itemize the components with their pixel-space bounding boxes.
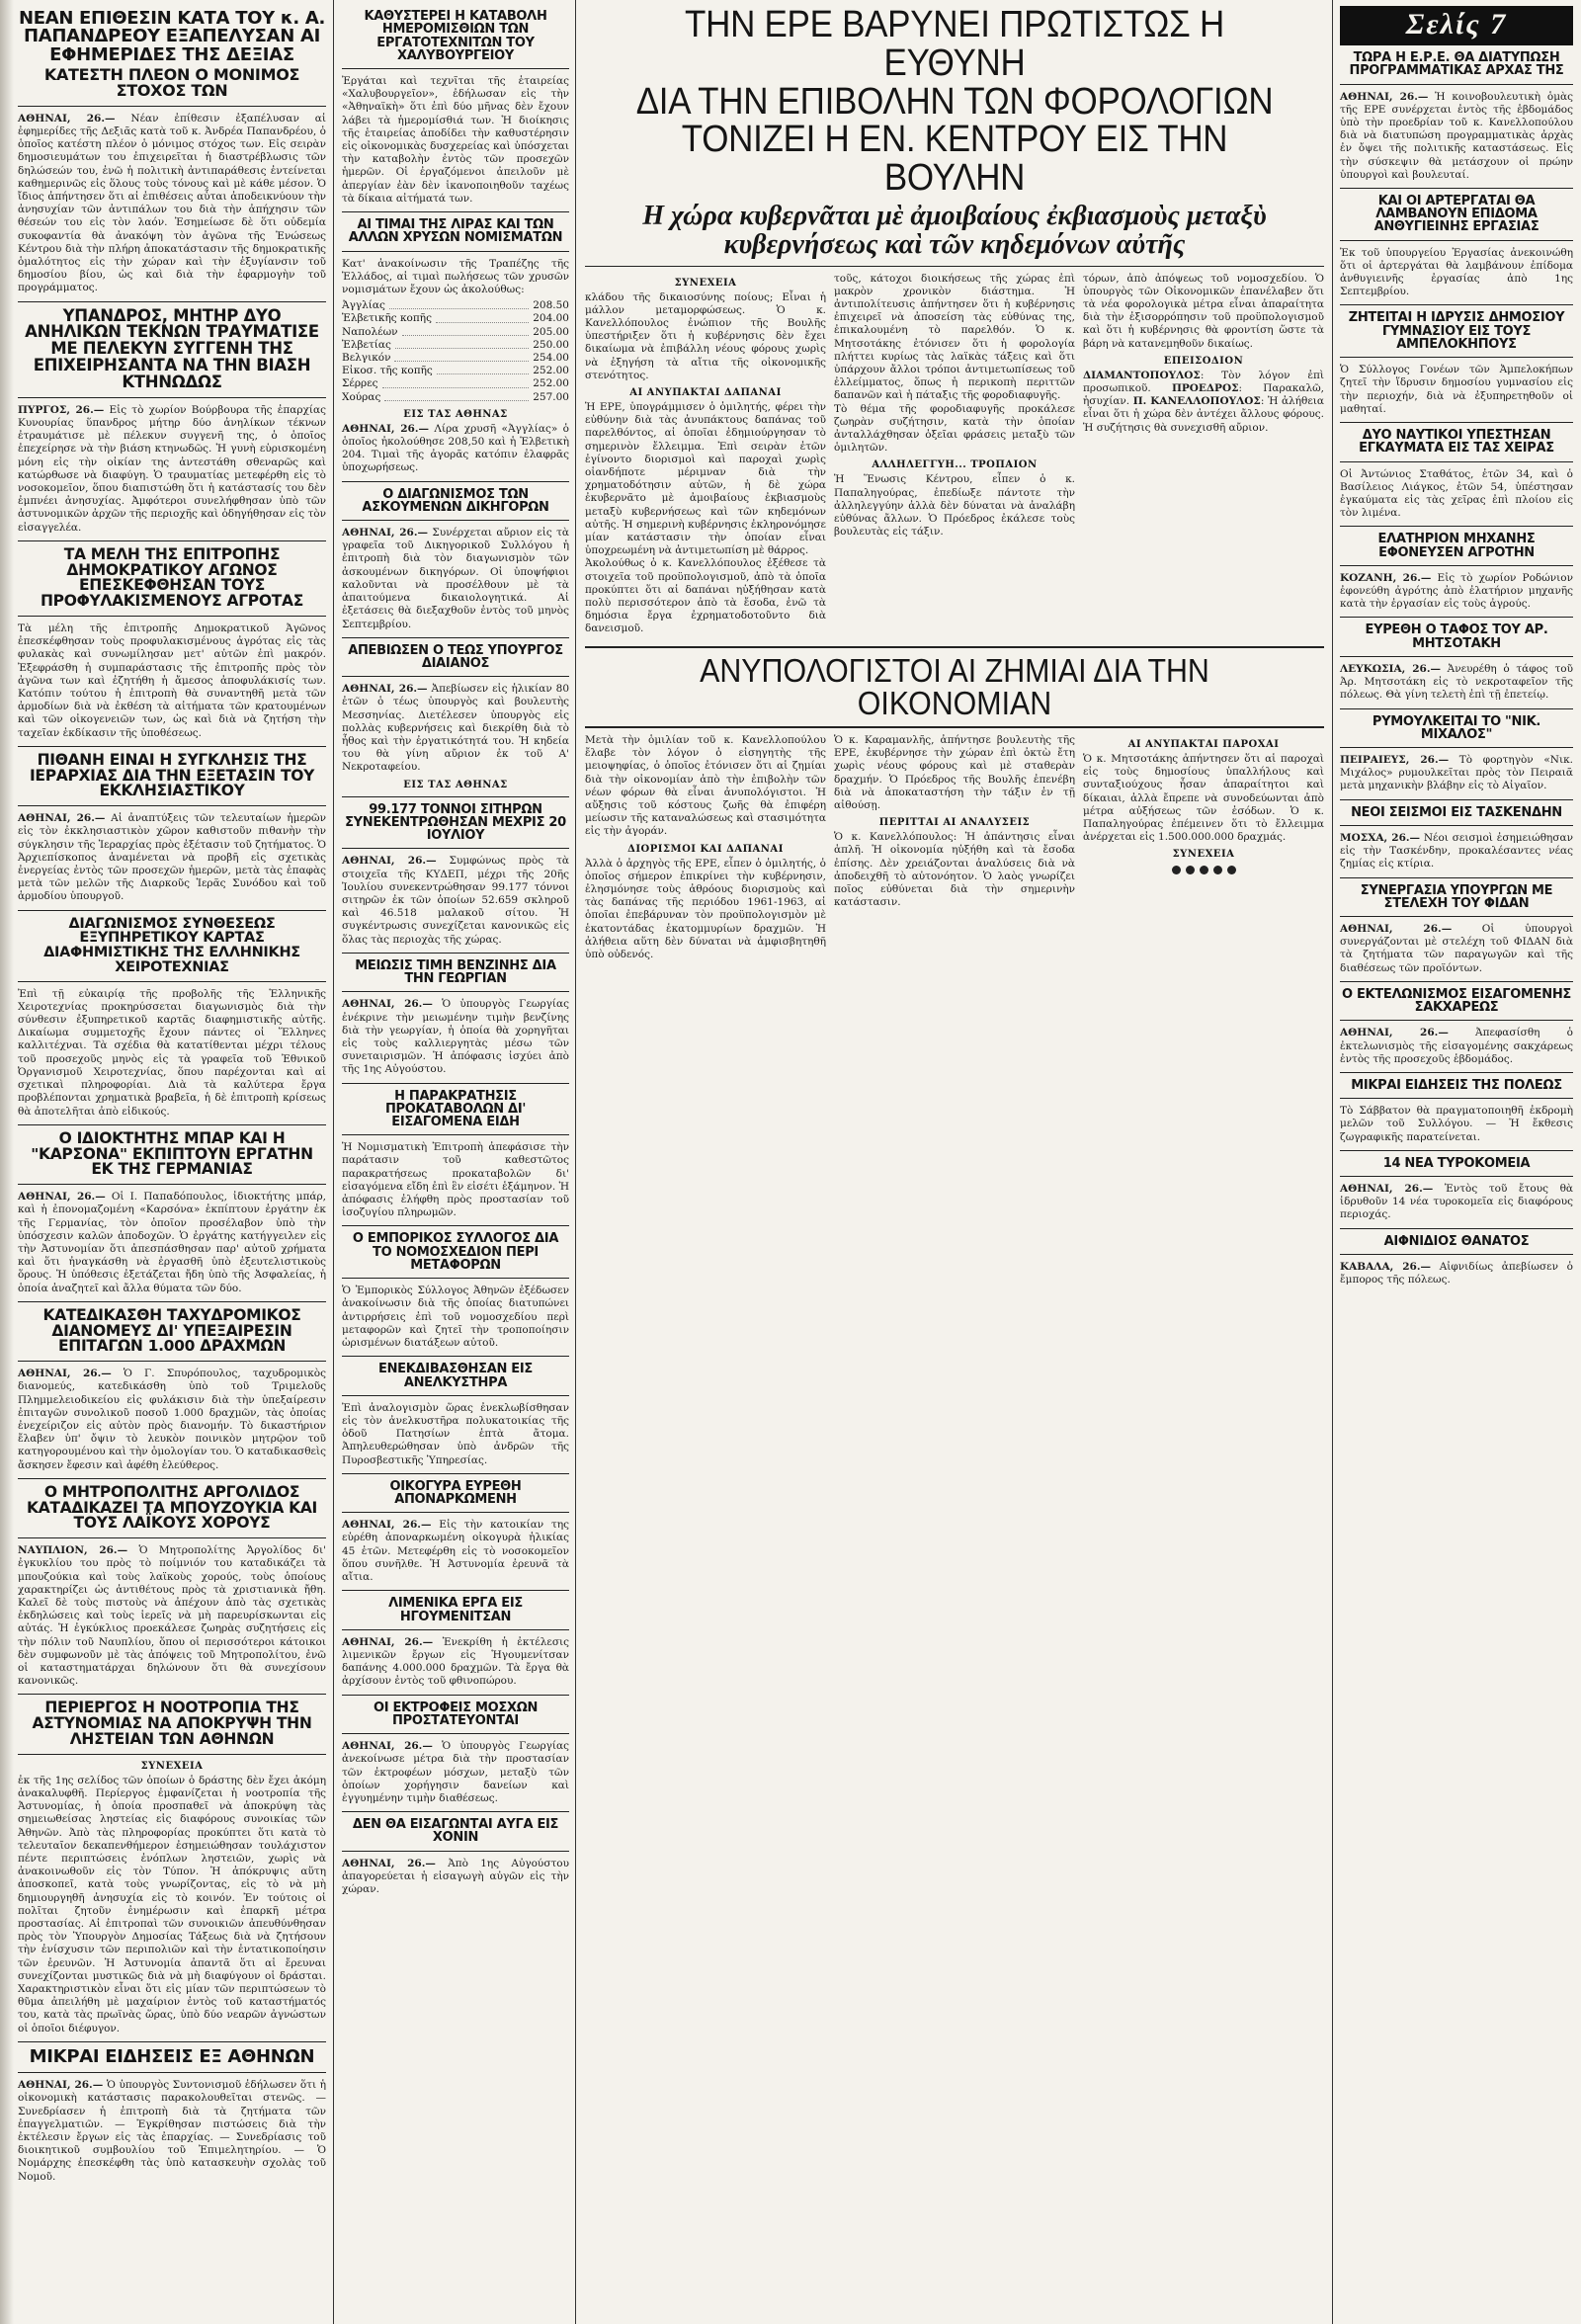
- article-body: Ὁ κ. Κανελλόπουλος: Ἡ ἀπάντησις εἶναι ἁπλῆ. Ἡ οἰκονομία ηὐξήθη καὶ τὰ ἔσοδα ἐπίσης. Δὲν χρειάζονται ἀναλύσεις διὰ νὰ ἀποδειχθῆ τὸ αὐτονόητον. Ὁ λαὸς γνωρίζει ποῖος εὐθύνεται διὰ τὴν σημερινὴν κατάστασιν.: [834, 831, 1075, 909]
- lead-headline-line-2: ΔΙΑ ΤΗΝ ΕΠΙΒΟΛΗΝ ΤΩΝ ΦΟΡΟΛΟΓΙΩΝ: [635, 80, 1274, 123]
- column-6: [1336, 0, 1577, 2324]
- subhead: ΑΙ ΑΝΥΠΑΚΤΑΙ ΠΑΡΟΧΑΙ: [1127, 738, 1280, 750]
- headline-karsona: Ο ΙΔΙΟΚΤΗΤΗΣ ΜΠΑΡ ΚΑΙ Η "ΚΑΡΣΟΝΑ" ΕΚΠΙΠΤΟΥΝ ΕΡΓΑΤΗΝ ΕΚ ΤΗΣ ΓΕΡΜΑΝΙΑΣ: [31, 1128, 313, 1179]
- headline-artergatai: ΚΑΙ ΟΙ ΑΡΤΕΡΓΑΤΑΙ ΘΑ ΛΑΜΒΑΝΟΥΝ ΕΠΙΔΟΜΑ ΑΝΘΥΓΙΕΙΝΗΣ ΕΡΓΑΣΙΑΣ: [1373, 193, 1539, 235]
- page-fold-shadow: [0, 0, 14, 2324]
- ornament-divider: [1083, 866, 1324, 874]
- gold-price-row: Εἰκοσ. τῆς κοπῆς 252.00: [342, 365, 569, 377]
- article-body: ἐκ τῆς 1ης σελίδος τῶν ὁποίων ὁ δράστης δὲν ἔχει ἀκόμη ἀνακαλυφθῆ. Περίεργος ἐμφανίζεται ἡ νοοτροπία τῆς Ἀστυνομίας, ἡ ὁποία προσπαθεῖ νὰ ἀποκρύψη τὰς σημειωθείσας ληστείας εἰς διαφόρους συνοικίας τῶν Ἀθηνῶν. Ἀπὸ τὰς πληροφορίας προκύπτει ὅτι κατὰ τὸ τελευταῖον δεκαπενθήμερον ἐσημειώθησαν τουλάχιστον πέντε περιπτώσεις ἐνόπλων ληστειῶν, χωρὶς νὰ ἀνακοινωθοῦν εἰς τὸν Τύπον. Ἡ ἀπόκρυψις αὕτη ἀποσκοπεῖ, κατὰ τοὺς γνωρίζοντας, εἰς τὸ νὰ μὴ δημιουργηθῆ ἀνησυχία εἰς τὸ κοινόν. Ἐν τούτοις οἱ πολῖται ζητοῦν ἐνημέρωσιν καὶ ἐπαρκῆ μέτρα προστασίας. Αἱ ἐπιτροπαὶ τῶν συνοικιῶν ἀπευθύνθησαν πρὸς τὸν Ὑπουργὸν Δημοσίας Τάξεως διὰ νὰ ζητήσουν τὴν ἐνίσχυσιν τῶν περιπολιῶν καὶ τὴν ἐντατικοποίησιν τῶν ἐρευνῶν. Ἡ Ἀστυνομία ἀπαντᾶ ὅτι αἱ ἔρευναι συνεχίζονται μυστικῶς διὰ νὰ μὴ διαφύγουν οἱ δράσται. Χαρακτηριστικὸν εἶναι ὅτι εἰς μίαν τῶν περιπτώσεων τὸ θῦμα ἀπειλήθη μὲ μαχαίριον ἐντὸς τοῦ καταστήματός του, κατὰ τὰς πρωϊνὰς ὥρας, ὑπὸ δύο νεαρῶν ἀγνώστων οἱ ὁποῖοι διέφυγον.: [18, 1774, 326, 2034]
- column-rule: [1332, 0, 1333, 2324]
- article-body: ΑΘΗΝΑΙ, 26.— Ὁ Γ. Σπυρόπουλος, ταχυδρομικὸς διανομεύς, κατεδικάσθη ὑπὸ τοῦ Τριμελοῦς Πλημμελειοδικείου εἰς φυλάκισιν διὰ τὴν ὑπεξαίρεσιν ἐπιταγῶν συνολικοῦ ποσοῦ 1.000 δραχμῶν, τὰς ὁποίας ἐνεχείριζον εἰς αὐτὸν πρὸς διανομήν. Τὸ δικαστήριον ἔλαβεν ὑπ' ὄψιν τὸ λευκὸν ποινικὸν μητρῷον τοῦ κατηγορουμένου καὶ τὴν ὁμολογίαν του. Ὁ καταδικασθεὶς ἄσκησεν ἔφεσιν καὶ ἀφέθη ἐλεύθερος.: [18, 1368, 327, 1471]
- section-label: ΕΙΣ ΤΑΣ ΑΘΗΝΑΣ: [403, 779, 508, 790]
- lead-story: [579, 0, 1330, 2324]
- gold-price-row: Χούρας 257.00: [342, 390, 569, 403]
- article-body: Ὁ Σύλλογος Γονέων τῶν Ἀμπελοκήπων ζητεῖ τὴν ἵδρυσιν δημοσίου γυμνασίου εἰς τὴν περιοχήν, διὰ νὰ ἐξυπηρετηθοῦν οἱ μαθηταί.: [1340, 364, 1573, 415]
- subhead-stochos: ΚΑΤΕΣΤΗ ΠΛΕΟΝ Ο ΜΟΝΙΜΟΣ ΣΤΟΧΟΣ ΤΩΝ: [43, 65, 300, 101]
- gold-price-row: Ναπολέων 205.00: [342, 325, 569, 338]
- headline-gymnasio: ΖΗΤΕΙΤΑΙ Η ΙΔΡΥΣΙΣ ΔΗΜΟΣΙΟΥ ΓΥΜΝΑΣΙΟΥ ΕΙΣ ΤΟΥΣ ΑΜΠΕΛΟΚΗΠΟΥΣ: [1348, 310, 1565, 352]
- headline-synergasia: ΣΥΝΕΡΓΑΣΙΑ ΥΠΟΥΡΓΩΝ ΜΕ ΣΤΕΛΕΧΗ ΤΟΥ ΦΙΔΑΝ: [1360, 882, 1553, 911]
- headline-epitropi: ΤΑ ΜΕΛΗ ΤΗΣ ΕΠΙΤΡΟΠΗΣ ΔΗΜΟΚΡΑΤΙΚΟΥ ΑΓΩΝΟΣ ΕΠΕΣΚΕΦΘΗΣΑΝ ΤΟΥΣ ΠΡΟΦΥΛΑΚΙΣΜΕΝΟΥΣ ΑΓΡΟΤΑΣ: [40, 544, 303, 611]
- headline-thanatos: ΑΙΦΝΙΔΙΟΣ ΘΑΝΑΤΟΣ: [1383, 1233, 1530, 1249]
- section-badge: Σελίς 7: [1340, 6, 1573, 45]
- article-body: ΑΘΗΝΑΙ, 26.— Ὁ ὑπουργὸς Συντονισμοῦ ἐδήλωσεν ὅτι ἡ οἰκονομικὴ κατάστασις παρακολουθεῖται στενῶς. — Συνεδρίασεν ἡ ἐπιτροπὴ διὰ τὰ ζητήματα τῶν ἐπαγγελματιῶν. — Ἐγκρίθησαν πιστώσεις διὰ τὴν ἐκτέλεσιν ἔργων εἰς τὰς ἐπαρχίας. — Συνεδρίασις τοῦ διοικητικοῦ συμβουλίου τοῦ Ἐπιμελητηρίου. — Ὁ Νομάρχης ἐπεσκέφθη τὰς ὑπὸ κατασκευὴν σχολὰς τοῦ Νομοῦ.: [18, 2079, 326, 2183]
- subhead: ΑΙ ΑΝΥΠΑΚΤΑΙ ΔΑΠΑΝΑΙ: [629, 386, 782, 398]
- continuation-label: ΣΥΝΕΧΕΙΑ: [140, 1760, 204, 1772]
- article-body: ΑΘΗΝΑΙ, 26.— Συμφώνως πρὸς τὰ στοιχεῖα τῆς ΚΥΔΕΠ, μέχρι τῆς 20ῆς Ἰουλίου συνεκεντρώθησαν 99.177 τόννοι σιτηρῶν ἐκ τῶν ὁποίων 52.659 σκληροῦ καὶ 46.518 μαλακοῦ σίτου. Ἡ συγκέντρωσις συνεχίζεται κανονικῶς εἰς ὅλας τὰς περιοχὰς τῆς χώρας.: [342, 855, 570, 946]
- headline-diagonismos: ΔΙΑΓΩΝΙΣΜΟΣ ΣΥΝΘΕΣΕΩΣ ΕΞΥΠΗΡΕΤΙΚΟΥ ΚΑΡΤΑΣ ΔΙΑΦΗΜΙΣΤΙΚΗΣ ΤΗΣ ΕΛΛΗΝΙΚΗΣ ΧΕΙΡΟΤΕΧΝΙΑΣ: [43, 915, 300, 975]
- headline-dikigoroi: Ο ΔΙΑΓΩΝΙΣΜΟΣ ΤΩΝ ΑΣΚΟΥΜΕΝΩΝ ΔΙΚΗΓΟΡΩΝ: [362, 486, 549, 515]
- headline-lira: ΑΙ ΤΙΜΑΙ ΤΗΣ ΛΙΡΑΣ ΚΑΙ ΤΩΝ ΑΛΛΩΝ ΧΡΥΣΩΝ ΝΟΜΙΣΜΑΤΩΝ: [348, 217, 563, 246]
- article-body: Ἐπὶ ἀναλογισμὸν ὥρας ἐνεκλωβίσθησαν εἰς τὸν ἀνελκυστῆρα πολυκατοικίας τῆς ὁδοῦ Πατησίων ἑπτὰ ἄτομα. Ἀπηλευθερώθησαν ὑπὸ ἀνδρῶν τῆς Πυροσβεστικῆς Ὑπηρεσίας.: [342, 1401, 569, 1466]
- headline-igoumenitsa: ΛΙΜΕΝΙΚΑ ΕΡΓΑ ΕΙΣ ΗΓΟΥΜΕΝΙΤΣΑΝ: [388, 1596, 523, 1624]
- article-body: Ἐπὶ τῇ εὐκαιρίᾳ τῆς προβολῆς τῆς Ἑλληνικῆς Χειροτεχνίας προκηρύσσεται διαγωνισμὸς διὰ τὴν σύνθεσιν ἐξυπηρετικοῦ καρτᾶς διαφημιστικῆς αὐτῆς. Δικαίωμα συμμετοχῆς ἔχουν πάντες οἱ Ἕλληνες καλλιτέχναι. Τὰ σχέδια θὰ κατατίθενται μέχρι τέλους τοῦ προσεχοῦς μηνὸς εἰς τὰ γραφεῖα τοῦ Ἐθνικοῦ Ὀργανισμοῦ Χειροτεχνίας, ὅπου παρέχονται καὶ αἱ σχετικαὶ πληροφορίαι. Διὰ τὰ καλύτερα ἔργα προβλέπονται χρηματικὰ βραβεῖα, ἡ δὲ ἐπιτροπὴ κρίσεως θὰ ἀποτελῆται ἀπὸ εἰδικούς.: [18, 987, 326, 1118]
- gold-price-table: [342, 299, 569, 404]
- article-body: ΚΟΖΑΝΗ, 26.— Εἰς τὸ χωρίον Ροδώνιον ἐφονεύθη ἀγρότης ἀπὸ ἐλατήριον μηχανῆς κατὰ τὴν ἐργασίαν εἰς τοὺς ἀγρούς.: [1340, 571, 1573, 611]
- article-body: Ὁ κ. Καραμανλῆς, ἀπήντησε βουλευτὴς τῆς ΕΡΕ, ἐκυβέρνησε τὴν χώραν ἐπὶ ὀκτὼ ἔτη χωρὶς νέους φόρους καὶ μὲ σταθερὰν δραχμήν. Ὁ Πρόεδρος τῆς Βουλῆς ἐπενέβη διὰ νὰ ἀποκαταστήση τὴν τάξιν ἐν τῇ αἰθούσῃ.: [834, 733, 1075, 811]
- headline-tyrokomeia: 14 ΝΕΑ ΤΥΡΟΚΟΜΕΙΑ: [1382, 1155, 1531, 1171]
- headline-mitropolitis: Ο ΜΗΤΡΟΠΟΛΙΤΗΣ ΑΡΓΟΛΙΔΟΣ ΚΑΤΑΔΙΚΑΖΕΙ ΤΑ ΜΠΟΥΖΟΥΚΙΑ ΚΑΙ ΤΟΥΣ ΛΑΪΚΟΥΣ ΧΟΡΟΥΣ: [27, 1482, 317, 1533]
- headline-mikrai-poleos: ΜΙΚΡΑΙ ΕΙΔΗΣΕΙΣ ΤΗΣ ΠΟΛΕΩΣ: [1351, 1077, 1562, 1093]
- column-2: [338, 0, 573, 2324]
- article-body: ΑΘΗΝΑΙ, 26.— Λίρα χρυσῆ «Ἀγγλίας» ὁ ὁποῖος ἠκολούθησε 208,50 καὶ ἡ Ἑλβετικὴ 204. Τιμαὶ τῆς ἀγορᾶς κατόπιν ἐλαφρᾶς ὑποχωρήσεως.: [342, 422, 569, 474]
- headline-tafos: ΕΥΡΕΘΗ Ο ΤΑΦΟΣ ΤΟΥ ΑΡ. ΜΗΤΣΟΤΑΚΗ: [1365, 622, 1548, 651]
- headline-seismoi: ΝΕΟΙ ΣΕΙΣΜΟΙ ΕΙΣ ΤΑΣΚΕΝΔΗΝ: [1351, 804, 1562, 820]
- gold-price-row: Ἑλβετίας 250.00: [342, 338, 569, 351]
- article-body: Ἡ ΕΡΕ, ὑπογράμμισεν ὁ ὁμιλητής, φέρει τὴν εὐθύνην διὰ τὰς ἀνυπάκτους δαπάνας τοῦ παρελθόντος, αἱ ὁποῖαι ἐδημιούργησαν τὸ σημερινὸν ἔλλειμμα. Ἐπὶ σειρὰν ἐτῶν ἐγίνοντο διορισμοὶ καὶ παροχαὶ χωρὶς οἱανδήποτε μέριμναν διὰ τὴν χρηματοδότησιν αὐτῶν, ἡ δὲ χώρα ἐκυβερνᾶτο μὲ ἀμοιβαίους ἐκβιασμοὺς μεταξὺ κυβερνήσεως καὶ τῶν κηδεμόνων αὐτῆς. Ἡ σημερινὴ κυβέρνησις ἐκληρονόμησε μίαν κατάστασιν τὴν ὁποίαν εἶναι ὑποχρεωμένη νὰ ἀντιμετωπίση μὲ θάρρος.: [585, 400, 826, 557]
- article-body: ΠΥΡΓΟΣ, 26.— Εἰς τὸ χωρίον Βούρβουρα τῆς ἐπαρχίας Κυνουρίας ὕπανδρος μήτηρ δύο ἀνηλίκων τέκνων ἐτραυμάτισε μὲ πέλεκυν συγγενῆ της, ὁ ὁποῖος ἐπεχείρησε νὰ τὴν βιάση κτηνωδῶς. Ἡ γυνὴ εὑρισκομένη μόνη εἰς τὴν οἰκίαν της ἀντεστάθη σθεναρῶς καὶ κατώρθωσε νὰ διαφύγη. Ὁ τραυματίας μετεφέρθη εἰς τὸ νοσοκομεῖον, ὅπου διαπιστώθη ὅτι ἡ κατάστασίς του δὲν ἐμπνέει ἀνησυχίας. Ἀμφότεροι συνελήφθησαν ὑπὸ τῶν ἀστυνομικῶν ἀρχῶν τῆς περιοχῆς καὶ ὁδηγήθησαν εἰς τὸν εἰσαγγελέα.: [18, 403, 326, 534]
- article-body: ΑΘΗΝΑΙ, 26.— Ἐνεκρίθη ἡ ἐκτέλεσις λιμενικῶν ἔργων εἰς Ἡγουμενίτσαν δαπάνης 4.000.000 δραχμῶν. Τὰ ἔργα θὰ ἀρχίσουν ἐντὸς τοῦ φθινοπώρου.: [342, 1635, 569, 1688]
- article-body: ΑΘΗΝΑΙ, 26.— Εἰς τὴν κατοικίαν της εὑρέθη ἀποναρκωμένη οἰκογυρὰ ἡλικίας 45 ἐτῶν. Μετεφέρθη εἰς τὸ νοσοκομεῖον ὅπου συνῆλθε. Ἡ Ἀστυνομία ἐρευνᾶ τὰ αἴτια.: [342, 1519, 569, 1584]
- subhead: ΑΛΛΗΛΕΓΓΥΗ... ΤΡΟΠΑΙΟΝ: [872, 459, 1038, 471]
- headline-mixalos: ΡΥΜΟΥΛΚΕΙΤΑΙ ΤΟ "ΝΙΚ. ΜΙΧΑΛΟΣ": [1372, 713, 1541, 742]
- article-body: Κατ' ἀνακοίνωσιν τῆς Τραπέζης τῆς Ἑλλάδος, αἱ τιμαὶ πωλήσεως τῶν χρυσῶν νομισμάτων ἔχουν ὡς ἀκολούθως:: [342, 257, 569, 295]
- headline-elatirion: ΕΛΑΤΗΡΙΟΝ ΜΗΧΑΝΗΣ ΕΦΟΝΕΥΣΕΝ ΑΓΡΟΤΗΝ: [1377, 532, 1536, 560]
- article-body: ΠΕΙΡΑΙΕΥΣ, 26.— Τὸ φορτηγὸν «Νικ. Μιχάλος» ρυμουλκεῖται πρὸς τὸν Πειραιᾶ μετὰ μηχανικὴν βλάβην εἰς τὸ Αἰγαῖον.: [1340, 754, 1573, 792]
- article-body: ΑΘΗΝΑΙ, 26.— Ἀπὸ 1ης Αὐγούστου ἀπαγορεύεται ἡ εἰσαγωγὴ αὐγῶν εἰς τὴν χώραν.: [342, 1857, 569, 1896]
- article-body: ΜΟΣΧΑ, 26.— Νέοι σεισμοὶ ἐσημειώθησαν εἰς τὴν Τασκένδην, προκαλέσαντες νέας ζημίας εἰς κτίρια.: [1340, 831, 1573, 871]
- article-body: Τὰ μέλη τῆς ἐπιτροπῆς Δημοκρατικοῦ Ἀγῶνος ἐπεσκέφθησαν τοὺς προφυλακισμένους ἀγρότας εἰς τὰς φυλακὰς καὶ συνωμίλησαν μετ' αὐτῶν ἐπὶ μακρόν. Ἐξεφράσθη ἡ συμπαράστασις τῆς ἐπιτροπῆς πρὸς τὸν ἀγῶνα των καὶ ἐζητήθη ἡ ἄμεσος ἀποφυλάκισίς των. Κατόπιν τούτου ἡ ἐπιτροπὴ θὰ συναντηθῆ μετὰ τῶν ἀρμοδίων διὰ νὰ ἐκθέση τὰ αἰτήματα τῶν κρατουμένων καὶ τῶν οἰκογενειῶν των, ὡς καὶ διὰ νὰ ζητήση τὴν ταχεῖαν ἐκδίκασιν τῆς ὑποθέσεως.: [18, 622, 326, 739]
- headline-anelkystira: ΕΝΕΚΔΙΒΑΣΘΗΣΑΝ ΕΙΣ ΑΝΕΛΚΥΣΤΗΡΑ: [378, 1362, 533, 1390]
- headline-moschoi: ΟΙ ΕΚΤΡΟΦΕΙΣ ΜΟΣΧΩΝ ΠΡΟΣΤΑΤΕΥΟΝΤΑΙ: [373, 1700, 539, 1728]
- lead-headline-line-3: ΤΟΝΙΖΕΙ Η ΕΝ. ΚΕΝΤΡΟΥ ΕΙΣ ΤΗΝ ΒΟΥΛΗΝ: [681, 119, 1228, 199]
- gold-price-row: Σέρρες 252.00: [342, 377, 569, 390]
- article-body: Τὸ Σάββατον θὰ πραγματοποιηθῆ ἐκδρομὴ μελῶν τοῦ Συλλόγου. — Ἡ ἔκθεσις ζωγραφικῆς παρατείνεται.: [1340, 1105, 1573, 1143]
- article-body: ΑΘΗΝΑΙ, 26.— Οἱ ὑπουργοὶ συνεργάζονται μὲ στελέχη τοῦ ΦΙΔΑΝ διὰ τὰ ζητήματα τῶν παραγωγῶν καὶ τῆς διαθέσεως τῶν προϊόντων.: [1340, 923, 1574, 974]
- column-rule: [333, 0, 334, 2324]
- continuation-label: ΣΥΝΕΧΕΙΑ: [1172, 849, 1235, 861]
- headline-papandreou: ΝΕΑΝ ΕΠΙΘΕΣΙΝ ΚΑΤΑ ΤΟΥ κ. Α. ΠΑΠΑΝΔΡΕΟΥ ΕΞΑΠΕΛΥΣΑΝ ΑΙ ΕΦΗΜΕΡΙΔΕΣ ΤΗΣ ΔΕΞΙΑΣ: [18, 8, 326, 65]
- article-body: Ἡ Νομισματικὴ Ἐπιτροπὴ ἀπεφάσισε τὴν παράτασιν τοῦ καθεστῶτος παρακρατήσεως προκαταβολῶν δι' εἰσαγόμενα εἴδη ἐπὶ ἓν εἰσέτι ἑξάμηνον. Ἡ ἀπόφασις ἐλήφθη πρὸς προστασίαν τοῦ ἰσοζυγίου πληρωμῶν.: [342, 1141, 569, 1219]
- headline-prokatavoles: Η ΠΑΡΑΚΡΑΤΗΣΙΣ ΠΡΟΚΑΤΑΒΟΛΩΝ ΔΙ' ΕΙΣΑΓΟΜΕΝΑ ΕΙΔΗ: [384, 1088, 527, 1130]
- column-rule: [575, 0, 576, 2324]
- article-body: ΑΘΗΝΑΙ, 26.— Ὁ ὑπουργὸς Γεωργίας ἐνέκρινε τὴν μειωμένην τιμὴν βενζίνης διὰ τὴν γεωργίαν, ἡ ὁποία θὰ χορηγῆται εἰς τοὺς καλλιεργητὰς μέσω τῶν συνεταιρισμῶν. Ἡ ἀπόφασις ἰσχύει ἀπὸ τῆς 1ης Αὐγούστου.: [342, 998, 570, 1076]
- headline-oikogyra: ΟΙΚΟΓΥΡΑ ΕΥΡΕΘΗ ΑΠΟΝΑΡΚΩΜΕΝΗ: [389, 1478, 522, 1508]
- article-body: Μετὰ τὴν ὁμιλίαν τοῦ κ. Κανελλοπούλου ἔλαβε τὸν λόγον ὁ εἰσηγητὴς τῆς μειοψηφίας, ὁ ὁποῖος ἐτόνισεν ὅτι αἱ ζημίαι διὰ τὴν οἰκονομίαν ἀπὸ τὴν ἐπιβολὴν τῶν νέων φόρων θὰ εἶναι ἀνυπολόγιστοι. Ἡ αὔξησις τοῦ κόστους ζωῆς θὰ ἐπιφέρη μείωσιν τῆς καταναλώσεως καὶ στασιμότητα εἰς τὴν ἀγοράν.: [585, 733, 826, 838]
- article-body: ΚΑΒΑΛΑ, 26.— Αἰφνιδίως ἀπεβίωσεν ὁ ἔμπορος τῆς πόλεως.: [1340, 1260, 1573, 1286]
- article-body: ΑΘΗΝΑΙ, 26.— Οἱ Ι. Παπαδόπουλος, ἰδιοκτήτης μπάρ, καὶ ἡ ἐπονομαζομένη «Καρσόνα» ἐκπίπτουν ἐργάτην ἐκ τῆς Γερμανίας, τὸν ὁποῖον προσέλαβον ὑπὸ τὴν ὑπόσχεσιν καλῶν ἀποδοχῶν. Ὁ ἐργάτης κατήγγειλεν εἰς τὴν Ἀστυνομίαν ὅτι ἀπεσπάσθησαν παρ' αὐτοῦ χρήματα καὶ ὅτι ἠναγκάσθη νὰ ἐργασθῆ ὑπὸ ἐξευτελιστικοὺς ὅρους. Ἡ ὑπόθεσις ἐξετάζεται ἤδη ὑπὸ τῆς Ἀσφαλείας, ἡ ὁποία ἀναζητεῖ καὶ ἄλλα θύματα τῶν δύο.: [18, 1191, 326, 1294]
- article-body: τοῦς, κάτοχοι διοικήσεως τῆς χώρας ἐπὶ μακρὸν χρονικὸν διάστημα. Ἡ ἀντιπολίτευσις ἀπήντησεν ὅτι ἡ κυβέρνησις ἐπιχειρεῖ νὰ ἀποσείση τὰς εὐθύνας της, ἐπικαλουμένη τὸ παρελθόν. Ὁ κ. Μητσοτάκης ἐτόνισεν ὅτι ἡ φορολογία πλήττει κυρίως τὰς λαϊκὰς τάξεις καὶ ὅτι ὑπάρχουν ἄλλοι τρόποι ἀντιμετωπίσεως τοῦ ἐλλείμματος, ὅπως ἡ περικοπὴ περιττῶν δαπανῶν καὶ ἡ πάταξις τῆς φοροδιαφυγῆς.: [834, 272, 1075, 402]
- subhead: ΕΠΕΙΣΟΔΙΟΝ: [1163, 355, 1244, 367]
- section-label: ΕΙΣ ΤΑΣ ΑΘΗΝΑΣ: [403, 408, 508, 420]
- headline-ierarchia: ΠΙΘΑΝΗ ΕΙΝΑΙ Η ΣΥΓΚΛΗΣΙΣ ΤΗΣ ΙΕΡΑΡΧΙΑΣ ΔΙΑ ΤΗΝ ΕΞΕΤΑΣΙΝ ΤΟΥ ΕΚΚΛΗΣΙΑΣΤΙΚΟΥ: [29, 750, 315, 800]
- article-body: Ἐκ τοῦ ὑπουργείου Ἐργασίας ἀνεκοινώθη ὅτι οἱ ἀρτεργάται θὰ λαμβάνουν ἐπίδομα ἀνθυγιεινῆς ἐργασίας ἀπὸ 1ης Σεπτεμβρίου.: [1340, 246, 1573, 298]
- article-body: Ὁ κ. Μητσοτάκης ἀπήντησεν ὅτι αἱ παροχαὶ εἰς τοὺς δημοσίους ὑπαλλήλους καὶ συνταξιούχους ἦσαν ἀπαραίτητοι καὶ δίκαιαι, ἀλλὰ ἔπρεπε νὰ συνοδεύωνται ἀπὸ μέτρα αὐξήσεως τῶν ἐσόδων. Ὁ κ. Παπαληγούρας ἐπέμεινεν ὅτι τὸ ἔλλειμμα ἀνέρχεται εἰς 1.500.000.000 δραχμάς.: [1083, 752, 1324, 844]
- gold-price-row: Ἀγγλίας 208.50: [342, 299, 569, 312]
- article-body: ΑΘΗΝΑΙ, 26.— Συνέρχεται αὔριον εἰς τὰ γραφεῖα τοῦ Δικηγορικοῦ Συλλόγου ἡ ἐπιτροπὴ διὰ τὸν διαγωνισμὸν τῶν ἀσκουμένων δικηγόρων. Οἱ ὑποψήφιοι καλοῦνται νὰ προσέλθουν μὲ τὰ ἀπαιτούμενα δικαιολογητικά. Αἱ ἐξετάσεις θὰ διεξαχθοῦν ἐντὸς τοῦ μηνὸς Σεπτεμβρίου.: [342, 527, 570, 630]
- headline-pelekys: ΥΠΑΝΔΡΟΣ, ΜΗΤΗΡ ΔΥΟ ΑΝΗΛΙΚΩΝ ΤΕΚΝΩΝ ΤΡΑΥΜΑΤΙΣΕ ΜΕ ΠΕΛΕΚΥΝ ΣΥΓΓΕΝΗ ΤΗΣ ΕΠΙΧΕΙΡΗΣΑΝΤΑ ΝΑ ΤΗΝ ΒΙΑΣΗ ΚΤΗΝΩΔΩΣ: [25, 305, 319, 391]
- gold-price-row: Ἑλβετικῆς κοπῆς 204.00: [342, 312, 569, 325]
- headline-mikrai-eidiseis: ΜΙΚΡΑΙ ΕΙΔΗΣΕΙΣ ΕΞ ΑΘΗΝΩΝ: [29, 2045, 315, 2067]
- second-headline: ΑΝΥΠΟΛΟΓΙΣΤΟΙ ΑΙ ΖΗΜΙΑΙ ΔΙΑ ΤΗΝ ΟΙΚΟΝΟΜΙΑΝ: [700, 651, 1209, 722]
- headline-astynomia: ΠΕΡΙΕΡΓΟΣ Η ΝΟΟΤΡΟΠΙΑ ΤΗΣ ΑΣΤΥΝΟΜΙΑΣ ΝΑ ΑΠΟΚΡΥΨΗ ΤΗΝ ΛΗΣΤΕΙΑΝ ΤΩΝ ΑΘΗΝΩΝ: [32, 1699, 312, 1748]
- article-body: ΑΘΗΝΑΙ, 26.— Ἐντὸς τοῦ ἔτους θὰ ἱδρυθοῦν 14 νέα τυροκομεῖα εἰς διαφόρους περιοχάς.: [1340, 1183, 1574, 1221]
- subhead: ΔΙΟΡΙΣΜΟΙ ΚΑΙ ΔΑΠΑΝΑΙ: [627, 843, 784, 855]
- headline-venzini: ΜΕΙΩΣΙΣ ΤΙΜΗ ΒΕΝΖΙΝΗΣ ΔΙΑ ΤΗΝ ΓΕΩΡΓΙΑΝ: [355, 957, 556, 987]
- article-body: κλάδου τῆς δικαιοσύνης ποίους; Εἶναι ἡ μάλλον μεταμορφώσεως. Ὁ κ. Κανελλόπουλος ἐνώπιον τῆς Βουλῆς ὑπεστήριξεν ὅτι ἡ κυβέρνησις δὲν ἔχει δικαίωμα νὰ ἐπιβάλλη νέους φόρους χωρὶς νὰ ἐξηγήση τὰ αἴτια τῆς οἰκονομικῆς στενότητος.: [585, 290, 826, 381]
- column-1: [14, 0, 332, 2324]
- headline-sakcharis: Ο ΕΚΤΕΛΩΝΙΣΜΟΣ ΕΙΣΑΓΟΜΕΝΗΣ ΣΑΚΧΑΡΕΩΣ: [1341, 986, 1572, 1016]
- article-body: ΑΘΗΝΑΙ, 26.— Αἱ ἀναπτύξεις τῶν τελευταίων ἡμερῶν εἰς τὸν ἐκκλησιαστικὸν χῶρον καθιστοῦν πιθανὴν τὴν σύγκλησιν τῆς Ἱεραρχίας πρὸς ἐξέτασιν τοῦ ζητήματος. Ὁ Ἀρχιεπίσκοπος ἀναμένεται νὰ προβῆ εἰς σχετικὰς ἐνεργείας ἐντὸς τῶν προσεχῶν ἡμερῶν, μετὰ τὰς ἐπαφὰς μετὰ τῶν μελῶν τῆς Διαρκοῦς Ἱερᾶς Συνόδου καὶ τοῦ ἁρμοδίου ὑπουργοῦ.: [18, 812, 326, 903]
- article-body: ΑΘΗΝΑΙ, 26.— Ἀπεβίωσεν εἰς ἡλικίαν 80 ἐτῶν ὁ τέως ὑπουργὸς καὶ βουλευτὴς Μεσσηνίας. Διετέλεσεν ὑπουργὸς εἰς πολλὰς κυβερνήσεις καὶ διεκρίθη διὰ τὸ ἦθος καὶ τὴν ἐργατικότητά του. Ἡ κηδεία του θὰ γίνη αὔριον ἐκ τοῦ Α' Νεκροταφείου.: [342, 683, 570, 774]
- headline-emporikos: Ο ΕΜΠΟΡΙΚΟΣ ΣΥΛΛΟΓΟΣ ΔΙΑ ΤΟ ΝΟΜΟΣΧΕΔΙΟΝ ΠΕΡΙ ΜΕΤΑΦΟΡΩΝ: [352, 1231, 559, 1273]
- article-body: Ἀλλὰ ὁ ἀρχηγὸς τῆς ΕΡΕ, εἶπεν ὁ ὁμιλητής, ὁ ὁποῖος σήμερον ἐπικρίνει τὴν κυβέρνησιν, ἐλησμόνησε τοὺς ἀθρόους διορισμοὺς καὶ τὰς δαπάνας τῆς περιόδου 1961-1963, αἱ ὁποῖαι ἐπεβάρυναν τὸν προϋπολογισμὸν μὲ ἑκατοντάδας ἑκατομμυρίων δραχμῶν. Ἡ ἀλήθεια αὕτη δὲν δύναται νὰ ἀμφισβητηθῆ ὑπὸ οὐδενός.: [585, 857, 826, 960]
- article-body: Ἐργάται καὶ τεχνῖται τῆς ἑταιρείας «Χαλυβουργεῖον», ἐδήλωσαν εἰς τὴν «Ἀθηναϊκὴ» ὅτι ἐπὶ δύο μῆνας δὲν ἔχουν λάβει τὰ ἡμερομίσθιά των. Ἡ διοίκησις τῆς ἑταιρείας ἀποδίδει τὴν καθυστέρησιν εἰς οἰκονομικὰς δυσχερείας καὶ ὑπόσχεται τὴν καταβολὴν ἐντὸς τῶν προσεχῶν ἡμερῶν. Οἱ ἐργαζόμενοι ἀπειλοῦν μὲ ἀπεργίαν ἐὰν δὲν ἱκανοποιηθοῦν ταχέως τὰ δίκαια αἰτήματά των.: [342, 75, 569, 205]
- lead-headline-line-1: ΤΗΝ ΕΡΕ ΒΑΡΥΝΕΙ ΠΡΩΤΙΣΤΩΣ Η ΕΥΘΥΝΗ: [685, 4, 1224, 84]
- headline-taxydromikos: ΚΑΤΕΔΙΚΑΣΘΗ ΤΑΧΥΔΡΟΜΙΚΟΣ ΔΙΑΝΟΜΕΥΣ ΔΙ' ΥΠΕΞΑΙΡΕΣΙΝ ΕΠΙΤΑΓΩΝ 1.000 ΔΡΑΧΜΩΝ: [42, 1305, 301, 1356]
- headline-avga: ΔΕΝ ΘΑ ΕΙΣΑΓΩΝΤΑΙ ΑΥΓΑ ΕΙΣ ΧΟΝΙΝ: [352, 1817, 559, 1846]
- gold-price-row: Βελγικόν 254.00: [342, 351, 569, 364]
- headline-diaianos: ΑΠΕΒΙΩΣΕΝ Ο ΤΕΩΣ ΥΠΟΥΡΓΟΣ ΔΙΑΙΑΝΟΣ: [348, 642, 563, 671]
- headline-ere-programma: ΤΩΡΑ Η Ε.Ρ.Ε. ΘΑ ΔΙΑΤΥΠΩΣΗ ΠΡΟΓΡΑΜΜΑΤΙΚΑΣ ΑΡΧΑΣ ΤΗΣ: [1349, 50, 1564, 79]
- article-body: Ἡ Ἕνωσις Κέντρου, εἶπεν ὁ κ. Παπαληγούρας, ἐπεδίωξε πάντοτε τὴν ἀλληλεγγύην ἀλλὰ δὲν δύναται νὰ ἀναλάβη εὐθύνας ἄλλων. Ὁ Πρόεδρος ἐκάλεσε τοὺς βουλευτὰς εἰς τάξιν.: [834, 473, 1075, 539]
- subhead: ΠΕΡΙΤΤΑΙ ΑΙ ΑΝΑΛΥΣΕΙΣ: [878, 817, 1031, 829]
- article-body: ΑΘΗΝΑΙ, 26.— Ὁ ὑπουργὸς Γεωργίας ἀνεκοίνωσε μέτρα διὰ τὴν προστασίαν τῶν ἐκτροφέων μόσχων, μεταξὺ τῶν ὁποίων χορήγησιν δανείων καὶ ἐγγυημένην τιμὴν διαθέσεως.: [342, 1740, 570, 1804]
- article-body: Τὸ θέμα τῆς φοροδιαφυγῆς προκάλεσε ζωηρὰν συζήτησιν, κατὰ τὴν ὁποίαν ἀνταλλάχθησαν ὀξεῖαι φράσεις μεταξὺ τῶν ὁμιλητῶν.: [834, 402, 1075, 455]
- headline-sitira: 99.177 ΤΟΝΝΟΙ ΣΙΤΗΡΩΝ ΣΥΝΕΚΕΝΤΡΩΘΗΣΑΝ ΜΕΧΡΙΣ 20 ΙΟΥΛΙΟΥ: [345, 801, 566, 844]
- article-body: ΑΘΗΝΑΙ, 26.— Νέαν ἐπίθεσιν ἐξαπέλυσαν αἱ ἐφημερίδες τῆς Δεξιᾶς κατὰ τοῦ κ. Ἀνδρέα Παπανδρέου, ὁ ὁποῖος κατέστη πλέον ὁ μόνιμος στόχος των. Εἰς σειρὰν δημοσιευμάτων του ἐπιχειρεῖται ἡ διαστρέβλωσις τῶν δηλώσεών του, ἐνῶ ἡ πολιτικὴ ἀντιπαράθεσις ἐντείνεται καθημερινῶς εἰς ὅλους τοὺς τόνους καὶ μὲ κάθε μέσον. Ὁ ἴδιος ἀπήντησεν ὅτι αἱ ἐπιθέσεις αὗται ἀποδεικνύουν τὴν ἀνησυχίαν τῶν ἀντιπάλων του διὰ τὴν ἀπήχησιν τῶν θέσεών του εἰς τὸν λαόν. Ἐσημείωσε δὲ ὅτι οὐδεμία συκοφαντία θὰ ἀνακόψη τὸν ἀγῶνα τῆς Ἑνώσεως Κέντρου διὰ τὴν πλήρη ἀποκατάστασιν τῆς δημοκρατικῆς ὁμαλότητος εἰς τὴν χώραν καὶ τὴν ἐξυγίανσιν τοῦ δημοσίου βίου, ὡς καὶ διὰ τὴν ἐφαρμογὴν τοῦ προγράμματος.: [18, 112, 326, 294]
- article-body: ΑΘΗΝΑΙ, 26.— Ἀπεφασίσθη ὁ ἐκτελωνισμὸς τῆς εἰσαγομένης σακχάρεως ἐντὸς τῆς προσεχοῦς ἑβδομάδος.: [1340, 1027, 1573, 1065]
- article-body: ΝΑΥΠΛΙΟΝ, 26.— Ὁ Μητροπολίτης Ἀργολίδος δι' ἐγκυκλίου του πρὸς τὸ ποίμνιόν του καταδικάζει τὰ μπουζούκια καὶ τοὺς λαϊκοὺς χορούς, τοὺς ὁποίους χαρακτηρίζει ὡς ἀντιθέτους πρὸς τὰ χριστιανικὰ ἤθη. Καλεῖ δὲ τοὺς πιστοὺς νὰ ἀπέχουν ἀπὸ τὰς σχετικὰς ἐκδηλώσεις καὶ τοὺς ἱερεῖς νὰ μὴ παρευρίσκωνται εἰς αὐτάς. Ἡ ἐγκύκλιος προεκάλεσε ζωηρὰς συζητήσεις εἰς τὴν πόλιν τοῦ Ναυπλίου, ὅπου οἱ περισσότεροι κάτοικοι δὲν συμφωνοῦν μὲ τὰς ἀπόψεις τοῦ Μητροπολίτου, ἐνῶ οἱ καταστηματάρχαι δηλώνουν ὅτι θὰ συνεχίσουν κανονικῶς.: [18, 1544, 326, 1688]
- article-body: Ἀκολούθως ὁ κ. Κανελλόπουλος ἐξέθεσε τὰ στοιχεῖα τοῦ προϋπολογισμοῦ, ἀπὸ τὰ ὁποῖα προκύπτει ὅτι αἱ δαπάναι ηὐξήθησαν κατὰ πολὺ περισσότερον ἀπὸ τὰ ἔσοδα, ἐνῶ τὰ δημόσια ἔργα ἐχρηματοδοτοῦντο διὰ δανεισμοῦ.: [585, 557, 826, 635]
- headline-naftikoi: ΔΥΟ ΝΑΥΤΙΚΟΙ ΥΠΕΣΤΗΣΑΝ ΕΓΚΑΥΜΑΤΑ ΕΙΣ ΤΑΣ ΧΕΙΡΑΣ: [1359, 428, 1554, 456]
- lead-kicker: Η χώρα κυβερνᾶται μὲ ἀμοιβαίους ἐκβιασμοὺς μεταξὺ κυβερνήσεως καὶ τῶν κηδεμόνων αὐτῆς: [642, 200, 1267, 261]
- headline-chalyvourgeio: ΚΑΘΥΣΤΕΡΕΙ Η ΚΑΤΑΒΟΛΗ ΗΜΕΡΟΜΙΣΘΙΩΝ ΤΩΝ ΕΡΓΑΤΟΤΕΧΝΙΤΩΝ ΤΟΥ ΧΑΛΥΒΟΥΡΓΕΙΟΥ: [364, 9, 547, 63]
- article-body: ΔΙΑΜΑΝΤΟΠΟΥΛΟΣ: Τὸν λόγον ἐπὶ προσωπικοῦ. ΠΡΟΕΔΡΟΣ: Παρακαλῶ, ἡσυχίαν. Π. ΚΑΝΕΛΛΟΠΟΥΛΟΣ: Ἡ ἀλήθεια εἶναι ὅτι ἡ χώρα δὲν ἀντέχει ἄλλους φόρους. Ἡ συζήτησις θὰ συνεχισθῆ αὔριον.: [1083, 369, 1324, 434]
- article-body: Ὁ Ἐμπορικὸς Σύλλογος Ἀθηνῶν ἐξέδωσεν ἀνακοίνωσιν διὰ τῆς ὁποίας διατυπώνει ἀντιρρήσεις ἐπὶ τοῦ νομοσχεδίου περὶ μεταφορῶν καὶ ζητεῖ τὴν τροποποίησιν ὡρισμένων διατάξεων αὐτοῦ.: [342, 1285, 569, 1350]
- article-body: τόρων, ἀπὸ ἀπόψεως τοῦ νομοσχεδίου. Ὁ ὑπουργὸς τῶν Οἰκονομικῶν ἐπανέλαβεν ὅτι τὰ νέα φορολογικὰ μέτρα εἶναι ἀπαραίτητα διὰ τὴν ἐξισορρόπησιν τοῦ προϋπολογισμοῦ καὶ ὅτι ἡ κυβέρνησις θὰ φροντίση ὥστε τὰ βάρη νὰ κατανεμηθοῦν δικαίως.: [1083, 272, 1324, 350]
- article-body: ΑΘΗΝΑΙ, 26.— Ἡ κοινοβουλευτικὴ ὁμὰς τῆς ΕΡΕ συνέρχεται ἐντὸς τῆς ἑβδομάδος ὑπὸ τὴν προεδρίαν τοῦ κ. Κανελλοπούλου διὰ νὰ διατυπώση προγραμματικὰς ἀρχὰς ἐν ὄψει τῆς πολιτικῆς καταστάσεως. Εἰς τὴν σύσκεψιν θὰ μετάσχουν οἱ πρώην ὑπουργοὶ καὶ βουλευταί.: [1340, 90, 1573, 181]
- continuation-label: ΣΥΝΕΧΕΙΑ: [674, 277, 737, 289]
- article-body: Οἱ Ἀντώνιος Σταθάτος, ἐτῶν 34, καὶ ὁ Βασίλειος Λιάγκος, ἐτῶν 54, ὑπέστησαν ἐγκαύματα εἰς τὰς χεῖρας ἐπὶ πλοίου εἰς τὸν λιμένα.: [1340, 467, 1573, 520]
- article-body: ΛΕΥΚΩΣΙΑ, 26.— Ἀνευρέθη ὁ τάφος τοῦ Ἀρ. Μητσοτάκη εἰς τὸ νεκροταφεῖον τῆς πόλεως. Θὰ γίνη τελετὴ ἐπὶ τῇ ἐπετείῳ.: [1340, 662, 1573, 702]
